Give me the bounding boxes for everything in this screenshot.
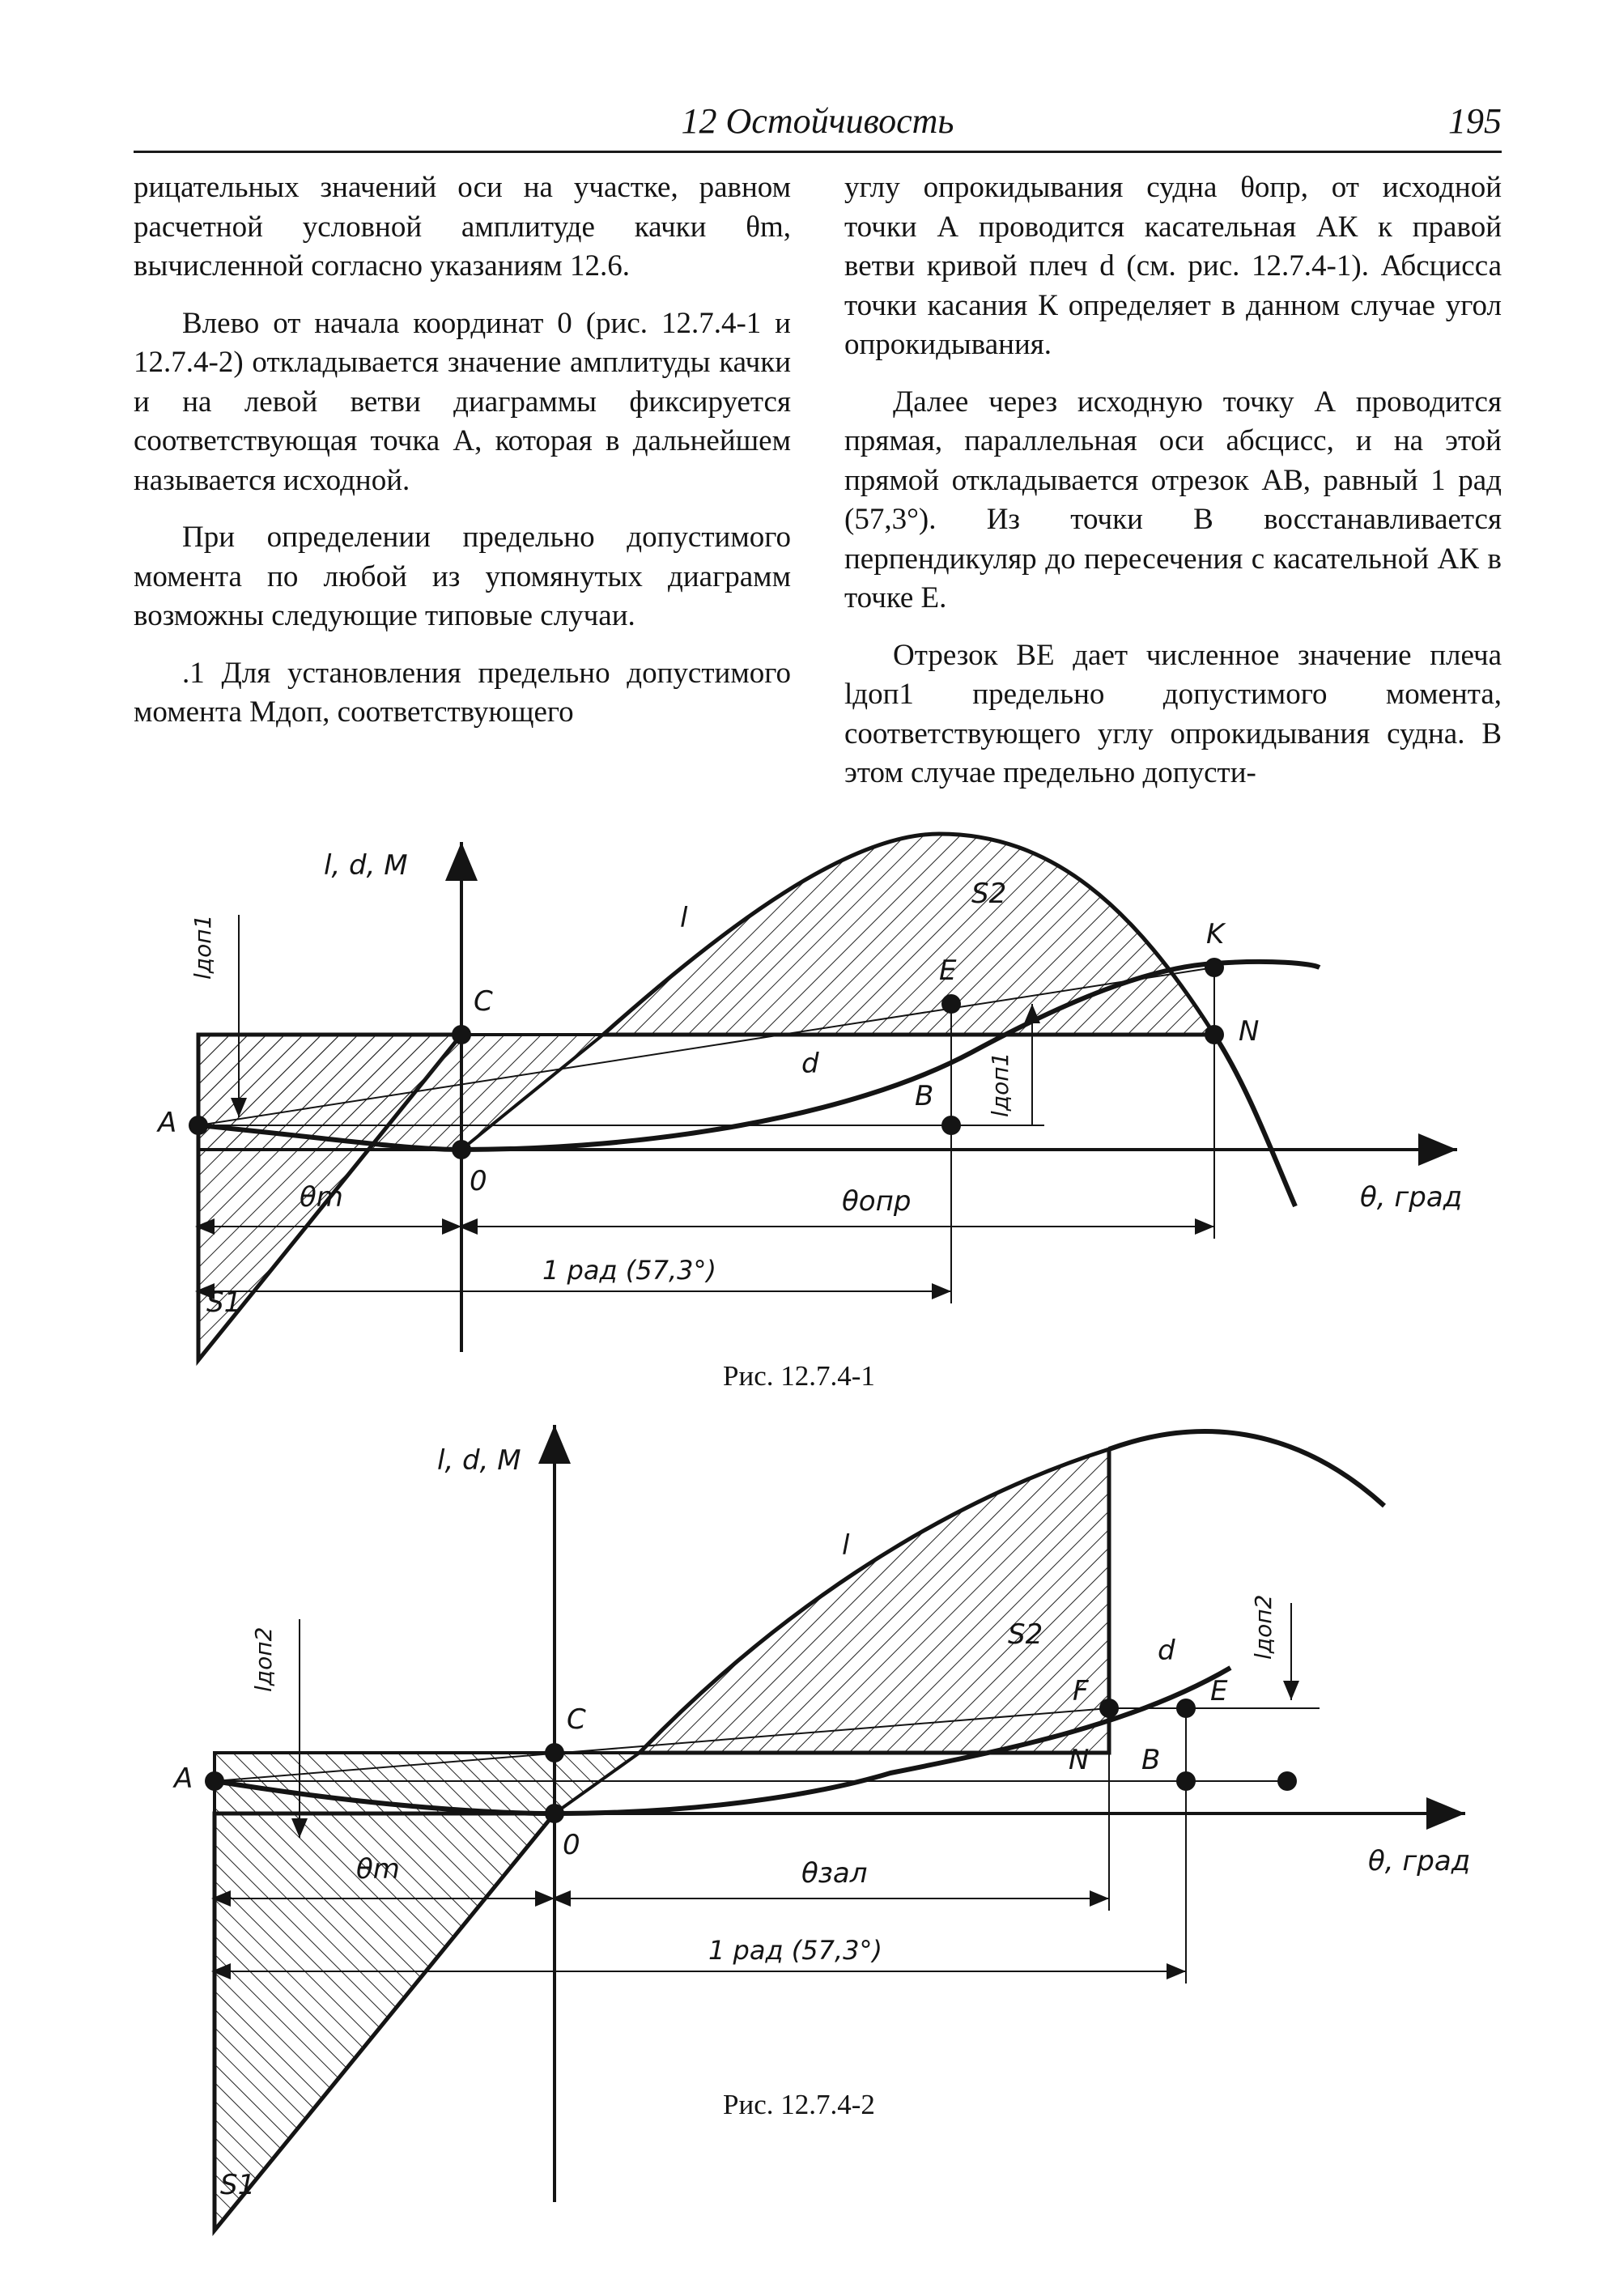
axis-x-label: θ, град <box>1360 1181 1463 1214</box>
label-l-dop-left: lдоп1 <box>189 914 216 980</box>
paragraph: Далее через исходную точку А проводится прямая, параллельная оси абсцисс, и на этой прямой откладывается отрезок АВ, равный 1 рад (57,3°). Из точки В восстанавливается перпендикуляр до пересечения с касательной АК в точке Е. <box>844 385 1502 614</box>
label-s2: S2 <box>1008 1618 1043 1651</box>
label-theta-zal: θзал <box>801 1857 868 1890</box>
label-one-rad: 1 рад (57,3°) <box>542 1255 716 1286</box>
point-e <box>1176 1699 1196 1718</box>
label-l-dop-right: lдоп2 <box>1250 1594 1277 1660</box>
point-end <box>1277 1771 1297 1791</box>
label-d: d <box>801 1048 819 1080</box>
label-d: d <box>1158 1635 1175 1667</box>
curve-l <box>1109 1431 1384 1506</box>
chapter-title: 12 Остойчивость <box>681 101 954 141</box>
page-number: 195 <box>1448 101 1502 141</box>
paragraph: углу опрокидывания судна θопр, от исходной точки А проводится касательная АК к правой ветви кривой плеч d (см. рис. 12.7.4-1). Абсцисса точки касания К определяет в данном случае угол опрокидывания. <box>844 171 1502 361</box>
paragraph: Влево от начала координат 0 (рис. 12.7.4-1 и 12.7.4-2) откладывается значение амплитуды качки и на левой ветви диаграммы фиксируется соответствующая точка А, которая в дальнейшем называется исходной. <box>134 306 791 497</box>
paragraph: При определении предельно допустимого момента по любой из упомянутых диаграмм возможны следующие типовые случаи. <box>134 521 791 632</box>
label-s1: S1 <box>206 1286 242 1319</box>
label-l: l <box>842 1529 850 1562</box>
label-theta-m: θm <box>356 1853 400 1886</box>
point-o <box>545 1804 564 1823</box>
paragraph: Отрезок BE дает численное значение плеча lдоп1 предельно допустимого момента, соответствующего углу опрокидывания судна. В этом случае предельно допусти- <box>844 638 1502 789</box>
label-l-dop-right: lдоп1 <box>987 1052 1014 1117</box>
axis-x-label: θ, град <box>1368 1845 1471 1877</box>
point-f <box>1099 1699 1119 1718</box>
point-b <box>1176 1771 1196 1791</box>
label-o: 0 <box>563 1829 580 1861</box>
s1-upper-band <box>215 1753 640 1813</box>
axis-y-label: l, d, M <box>324 849 408 882</box>
label-n: N <box>1069 1744 1090 1776</box>
label-one-rad: 1 рад (57,3°) <box>708 1935 882 1966</box>
label-f: F <box>1073 1675 1089 1707</box>
label-e: E <box>939 955 957 987</box>
label-s2: S2 <box>971 878 1007 910</box>
paragraph: рицательных значений оси на участке, равном расчетной условной амплитуде качки θm, вычисленной согласно указаниям 12.6. <box>134 171 791 283</box>
label-theta-m: θm <box>300 1181 343 1214</box>
paragraph: .1 Для установления предельно допустимого момента Мдоп, соответствующего <box>134 656 791 729</box>
label-c: C <box>567 1703 586 1736</box>
label-theta-opr: θопр <box>842 1185 912 1218</box>
label-l-dop-left: lдоп2 <box>250 1626 277 1692</box>
label-a: A <box>158 1107 177 1139</box>
label-b: B <box>1141 1744 1161 1776</box>
label-k: K <box>1206 918 1225 950</box>
axis-y-label: l, d, M <box>437 1444 521 1477</box>
figure-2-caption: Рис. 12.7.4-2 <box>723 2089 875 2120</box>
label-n: N <box>1239 1015 1260 1048</box>
figure-1-caption: Рис. 12.7.4-1 <box>723 1360 875 1392</box>
label-e: E <box>1210 1675 1228 1707</box>
label-a: A <box>174 1762 193 1795</box>
point-a <box>205 1771 224 1791</box>
label-o: 0 <box>470 1165 487 1197</box>
s2-hatched-area <box>640 1449 1109 1753</box>
label-l: l <box>680 902 688 934</box>
point-c <box>545 1743 564 1762</box>
label-b: B <box>915 1080 934 1112</box>
label-s1: S1 <box>220 2169 256 2201</box>
label-c: C <box>474 985 493 1018</box>
